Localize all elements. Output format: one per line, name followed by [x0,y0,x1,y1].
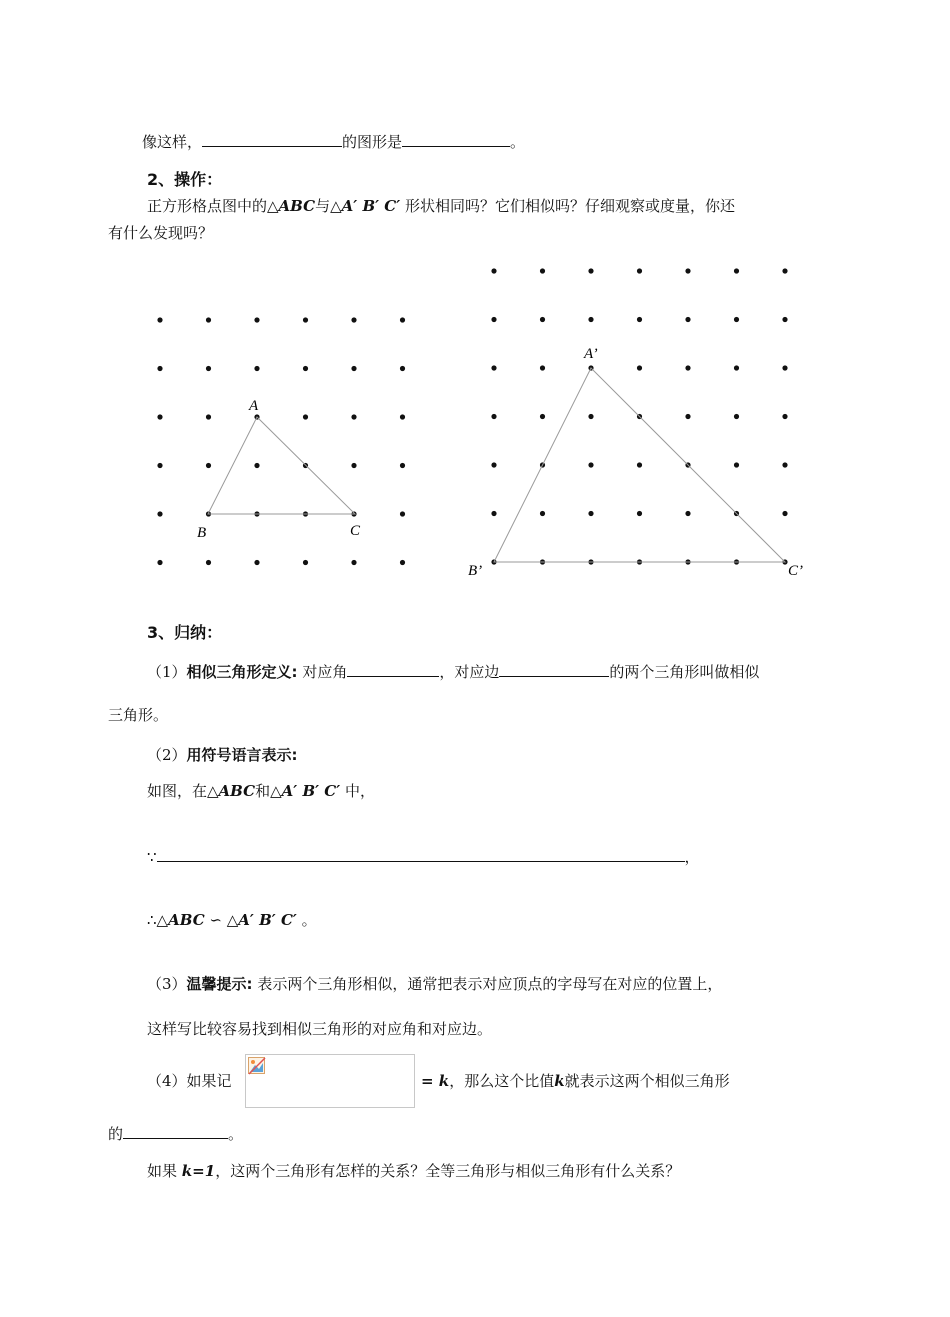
item-3-text: 表示两个三角形相似，通常把表示对应顶点的字母写在对应的位置上， [252,975,723,993]
grid-dot [588,317,593,322]
grid-dot [254,317,259,322]
grid-dot [400,414,405,419]
grid-dot [254,463,259,468]
question-line-2: 有什么发现吗？ [108,224,214,242]
question-text-b: 与△ [315,197,342,215]
grid-dot [303,317,308,322]
grid-dot [734,365,739,370]
final-question [147,1161,680,1181]
grid-dot [637,317,642,322]
similar-symbol: ∽ [204,911,227,929]
blank-ratio [123,1123,228,1139]
item-2-intro [147,781,375,801]
item-1-num: （1） [147,663,187,681]
section-2-title: 2、操作： [147,170,223,189]
item-2-abc: ABC [218,782,256,800]
item-4-num: （4）如果记 [147,1072,232,1090]
item-2-num: （2） [147,746,187,764]
grid-dot [400,366,405,371]
grid-dot [782,414,787,419]
grid-dot [491,414,496,419]
grid-dot [491,268,496,273]
question-abc-prime: A′ B′ C′ [341,197,401,215]
grid-dot [351,317,356,322]
grid-dot [157,511,162,516]
ratio-k: k [554,1072,565,1090]
therefore-a: ∴△ [147,911,169,929]
label-c: C [350,523,361,539]
item-3-line [147,974,722,994]
because-symbol: ∵ [147,848,157,866]
grid-dot [491,462,496,467]
grid-dot [685,414,690,419]
grid-dot [782,317,787,322]
label-b: B [197,525,207,541]
intro-end: 。 [510,133,526,151]
item-4-cont-a: 的 [108,1125,124,1143]
intro-middle: 的图形是 [342,133,403,151]
ratio-eq: = k [421,1072,450,1090]
grid-dot [206,560,211,565]
therefore-line [147,910,317,930]
grid-dot [782,268,787,273]
item-2-line [147,745,298,765]
question-abc: ABC [278,197,316,215]
triangle-abc [208,417,355,514]
grid-dot [491,511,496,516]
grid-dot [303,560,308,565]
section-3-title: 3、归纳： [147,623,223,642]
grid-dot [400,463,405,468]
grid-dot [206,414,211,419]
therefore-end: 。 [296,911,317,929]
final-b: ，这两个三角形有怎样的关系？全等三角形与相似三角形有什么关系？ [215,1162,681,1180]
grid-dot [351,560,356,565]
item-2-intro-a: 如图，在△ [147,782,219,800]
grid-dot [157,463,162,468]
grid-dot [637,268,642,273]
label-b-prime: B’ [468,563,483,579]
grid-dot [400,511,405,516]
item-4-rest [421,1071,730,1091]
grid-dot [685,268,690,273]
blank-side [499,661,609,677]
item-1-cont: 三角形。 [108,706,169,724]
grid-dot [254,560,259,565]
grid-dot [400,317,405,322]
grid-dot [588,462,593,467]
grid-dot [637,365,642,370]
item-3-num: （3） [147,975,187,993]
grid-dot [588,511,593,516]
grid-dot [540,365,545,370]
grid-dot [540,317,545,322]
item-4-text-a: ，那么这个比值 [449,1072,555,1090]
grid-dot [685,511,690,516]
item-1-text-a: 对应角 [297,663,348,681]
grid-dot [734,317,739,322]
item-3-bold: 温馨提示: [186,975,253,993]
blank-angle [347,661,439,677]
item-1-line [147,661,759,682]
item-4-text-b: 就表示这两个相似三角形 [564,1072,730,1090]
item-1-text-b: ，对应边 [439,663,500,681]
grid-dot [540,268,545,273]
item-2-abc-prime: A′ B′ C′ [281,782,341,800]
grid-dot [685,317,690,322]
intro-prefix: 像这样， [142,133,203,151]
broken-image-icon [248,1057,266,1075]
grid-dot [400,560,405,565]
item-4-cont [108,1123,243,1144]
blank-because [157,846,685,862]
item-2-bold: 用符号语言表示: [186,746,298,764]
final-a: 如果 [147,1162,182,1180]
grid-dot [206,366,211,371]
question-text-a: 正方形格点图中的△ [147,197,279,215]
grid-dot [206,317,211,322]
grid-dot [351,366,356,371]
grid-dot [157,317,162,322]
item-1-text-c: 的两个三角形叫做相似 [609,663,760,681]
item-2-intro-c: 中， [340,782,375,800]
grid-dot [588,414,593,419]
item-2-intro-b: 和△ [255,782,282,800]
grid-dot [351,414,356,419]
grid-dot [157,560,162,565]
ratio-image-placeholder [245,1054,415,1108]
label-c-prime: C’ [788,563,803,579]
grid-dot [303,366,308,371]
grid-dot [588,268,593,273]
grid-dot [685,365,690,370]
grid-dot [540,511,545,516]
grid-dot [491,317,496,322]
grid-dot [637,511,642,516]
item-1-bold: 相似三角形定义: [186,663,298,681]
grid-dot [637,462,642,467]
therefore-abc-prime: A′ B′ C′ [238,911,297,929]
grid-dot [782,462,787,467]
grid-dot [734,414,739,419]
because-comma: ， [684,848,700,866]
final-k1: k=1 [181,1162,216,1180]
grid-dot [157,366,162,371]
because-line [147,846,700,867]
grid-dot [206,463,211,468]
therefore-b: △ [226,911,239,929]
grid-dot [491,365,496,370]
grid-dot [540,414,545,419]
grid-dot [734,462,739,467]
grid-dot [351,463,356,468]
grid-dot [157,414,162,419]
item-4-cont-b: 。 [228,1125,244,1143]
label-a-prime: A’ [584,346,598,362]
grid-dot [782,511,787,516]
grid-dot [303,414,308,419]
item-3-cont: 这样写比较容易找到相似三角形的对应角和对应边。 [147,1020,493,1038]
grid-dot [254,366,259,371]
grid-dot [734,268,739,273]
grid-dot [782,365,787,370]
question-text-c: 形状相同吗？它们相似吗？仔细观察或度量，你还 [400,197,735,215]
therefore-abc: ABC [168,911,205,929]
label-a: A [249,398,259,414]
